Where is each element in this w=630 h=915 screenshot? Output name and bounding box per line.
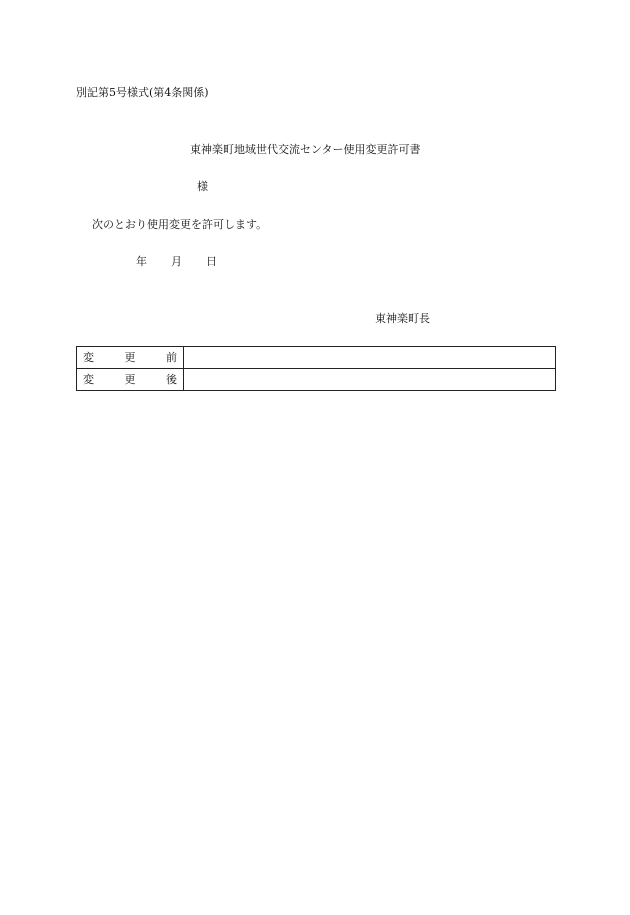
label-cell-after bbox=[77, 369, 184, 391]
date-month: 月 bbox=[171, 255, 182, 268]
change-table bbox=[76, 346, 556, 391]
label-char: 後 bbox=[166, 372, 177, 386]
addressee-suffix: 様 bbox=[197, 180, 208, 193]
table-row-before bbox=[77, 347, 556, 369]
body-text: 次のとおり使用変更を許可します。 bbox=[92, 218, 268, 231]
table-row-after bbox=[77, 369, 556, 391]
date-line bbox=[136, 255, 217, 269]
label-char: 更 bbox=[124, 350, 136, 364]
date-year: 年 bbox=[136, 255, 147, 268]
document-title: 東神楽町地域世代交流センター使用変更許可書 bbox=[190, 143, 421, 156]
label-char: 変 bbox=[83, 350, 94, 364]
issuer-name: 東神楽町長 bbox=[375, 312, 430, 325]
label-cell-before bbox=[77, 347, 184, 369]
label-char: 更 bbox=[124, 372, 136, 386]
label-char: 変 bbox=[83, 372, 94, 386]
value-cell-after bbox=[184, 369, 556, 391]
label-char: 前 bbox=[166, 350, 177, 364]
date-day: 日 bbox=[206, 255, 217, 268]
value-cell-before bbox=[184, 347, 556, 369]
form-label: 別記第5号様式(第4条関係) bbox=[76, 86, 209, 99]
